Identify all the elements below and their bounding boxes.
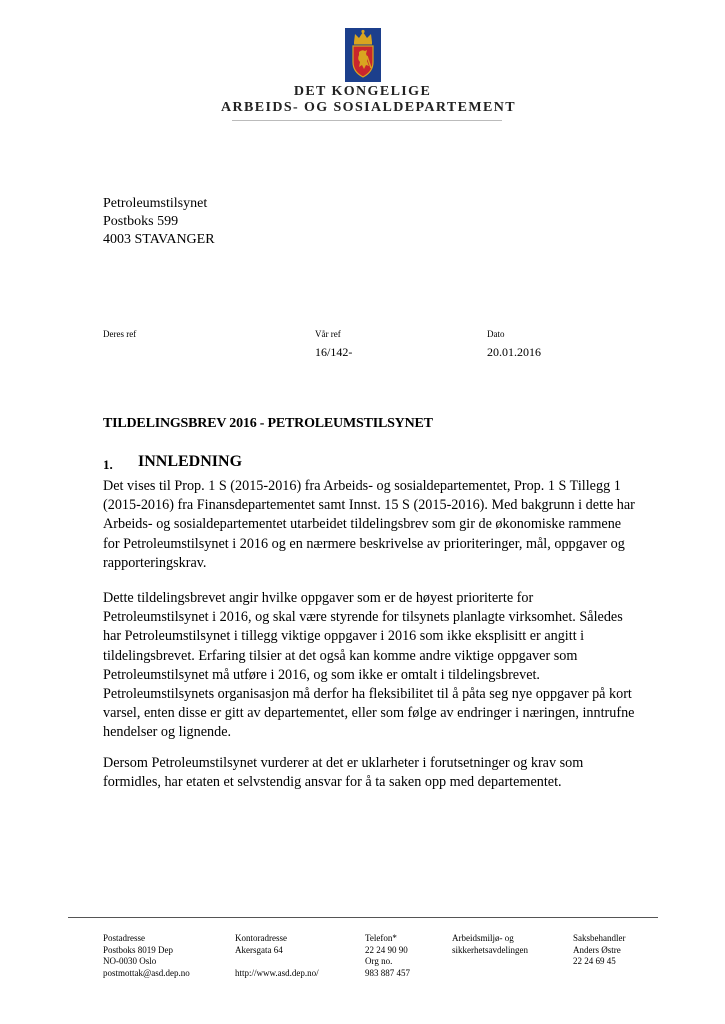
- ministry-name-line2: ARBEIDS- OG SOSIALDEPARTEMENT: [220, 100, 516, 115]
- section-title: INNLEDNING: [138, 453, 243, 470]
- paragraph-line: Dersom Petroleumstilsynet vurderer at det er uklarheter i forutsetninger og krav som: [103, 755, 584, 771]
- paragraph-1: [103, 477, 663, 573]
- footer-text: 983 887 457: [365, 967, 410, 978]
- footer-text: Org no.: [365, 956, 393, 966]
- footer-website-link[interactable]: http://www.asd.dep.no/: [235, 967, 319, 978]
- paragraph-line: formidles, har etaten et selvstendig ansvar for å ta saken opp med departementet.: [103, 774, 562, 791]
- dato-label: Dato: [487, 329, 505, 339]
- paragraph-line: for Petroleumstilsynet i 2016 og en nærmere beskrivelse av prioriteringer, mål, oppgaver og: [103, 535, 625, 552]
- recipient-postbox: Postboks 599: [103, 214, 179, 229]
- dato-value: 20.01.2016: [487, 345, 541, 359]
- paragraph-line: varsel, enten disse er gitt av departementet, eller som følge av endringer i næringen, inntrufne: [103, 705, 635, 722]
- document-title: TILDELINGSBREV 2016 - PETROLEUMSTILSYNET: [103, 416, 433, 431]
- recipient-name: Petroleumstilsynet: [103, 196, 208, 211]
- header-divider: [232, 120, 502, 121]
- paragraph-line: Petroleumstilsynets organisasjon må derfor ha fleksibilitet til å påta seg nye oppgaver på kort: [103, 686, 632, 703]
- paragraph-line: hendelser og lignende.: [103, 724, 232, 741]
- footer-heading: Postadresse: [103, 933, 145, 943]
- paragraph-line: Det vises til Prop. 1 S (2015-2016) fra Arbeids- og sosialdepartementet, Prop. 1 S Tillegg 1: [103, 478, 621, 494]
- paragraph-line: (2015-2016) fra Finansdepartementet samt Innst. 15 S (2015-2016). Med bakgrunn i dette har: [103, 497, 635, 514]
- footer-telefon: [365, 933, 410, 979]
- var-ref-value: 16/142-: [315, 345, 353, 359]
- footer-kontoradresse: [235, 933, 319, 979]
- paragraph-line: Petroleumstilsynet i 2016, og skal være styrende for tilsynets planlagte virksomhet. Således: [103, 609, 623, 626]
- footer-text: sikkerhetsavdelingen: [452, 944, 528, 955]
- footer-spacer: [235, 956, 319, 968]
- paragraph-3: [103, 754, 663, 792]
- paragraph-line: Dette tildelingsbrevet angir hvilke oppgaver som er de høyest prioriterte for: [103, 590, 534, 606]
- footer-email: postmottak@asd.dep.no: [103, 967, 190, 978]
- section-number: 1.: [103, 457, 113, 472]
- ministry-name-line1: DET KONGELIGE: [293, 84, 432, 99]
- footer-text: Postboks 8019 Dep: [103, 944, 174, 955]
- deres-ref-label: Deres ref: [103, 329, 137, 339]
- footer-text: Akersgata 64: [235, 944, 283, 955]
- footer-divider: [68, 917, 658, 918]
- footer-heading: Kontoradresse: [235, 933, 287, 943]
- footer-text: 22 24 90 90: [365, 944, 408, 955]
- paragraph-line: Petroleumstilsynet må utføre i 2016, og som ikke er omtalt i tildelingsbrevet.: [103, 666, 540, 683]
- footer-text: 22 24 69 45: [573, 956, 616, 966]
- footer-avdeling: [452, 933, 528, 956]
- footer-heading: Arbeidsmiljø- og: [452, 933, 514, 943]
- paragraph-line: har Petroleumstilsynet i tillegg viktige oppgaver i 2016 som ikke eksplisitt er angitt i: [103, 628, 585, 645]
- footer-text: NO-0030 Oslo: [103, 956, 157, 966]
- footer-text: Anders Østre: [573, 944, 621, 955]
- var-ref-label: Vår ref: [315, 329, 341, 339]
- footer-saksbehandler: [573, 933, 625, 968]
- paragraph-line: tildelingsbrevet. Erfaring tilsier at det også kan komme andre viktige oppgaver som: [103, 647, 578, 664]
- footer-postadresse: [103, 933, 190, 979]
- coat-of-arms-logo: [345, 28, 381, 82]
- footer-heading: Telefon*: [365, 933, 397, 943]
- recipient-city: 4003 STAVANGER: [103, 232, 215, 247]
- paragraph-2: [103, 589, 663, 743]
- footer-heading: Saksbehandler: [573, 933, 626, 943]
- paragraph-line: rapporteringskrav.: [103, 554, 207, 571]
- paragraph-line: Arbeids- og sosialdepartementet utarbeidet tildelingsbrev som gir de økonomiske rammene: [103, 516, 622, 533]
